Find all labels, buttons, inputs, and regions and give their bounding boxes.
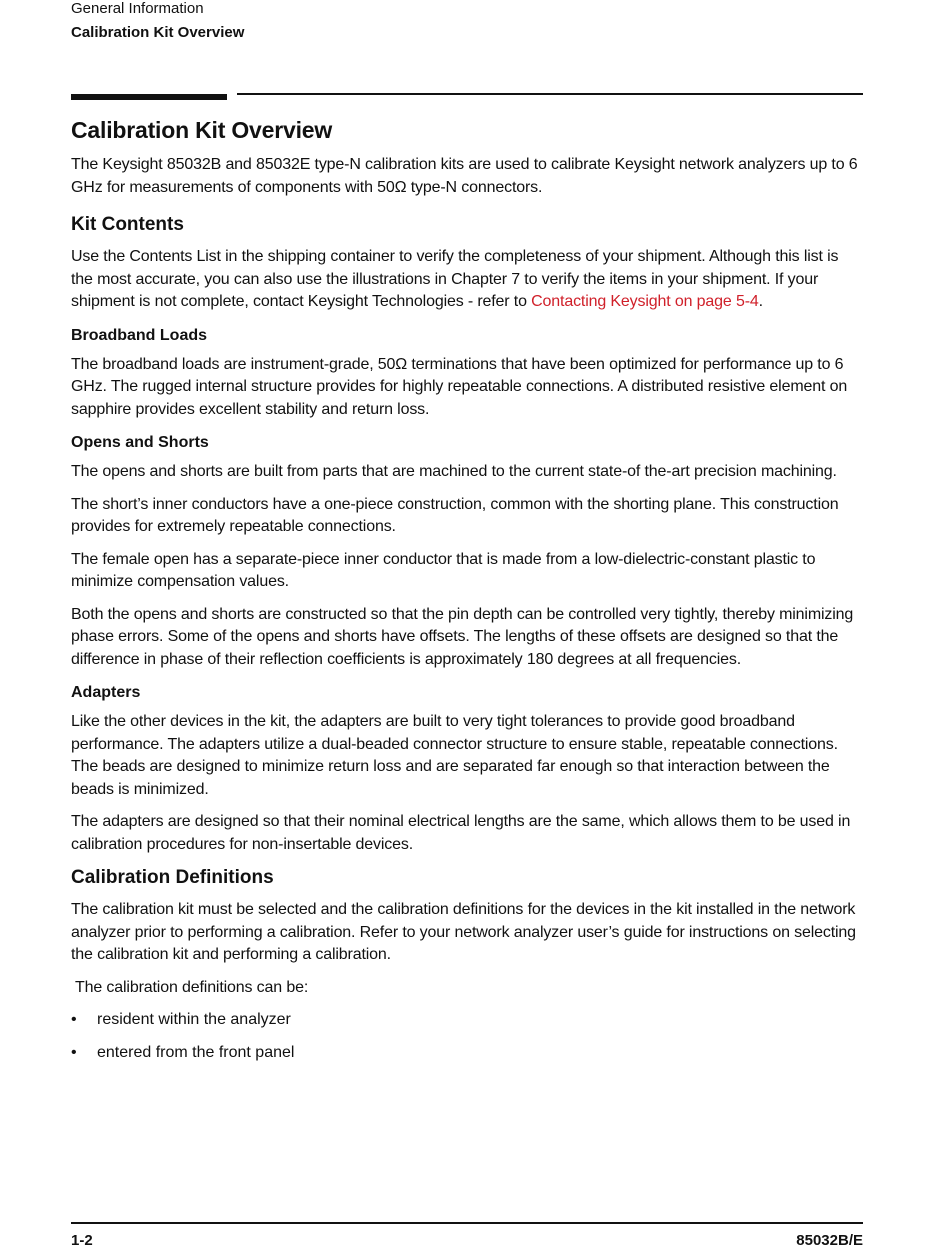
model-number: 85032B/E	[796, 1232, 863, 1249]
header-rule-thick	[71, 94, 227, 100]
calibration-definitions-lead: The calibration definitions can be:	[75, 978, 309, 996]
page-title: Calibration Kit Overview	[71, 117, 333, 143]
bullet-marker: •	[71, 1044, 77, 1061]
opens-shorts-paragraph: The opens and shorts are built from parts that are machined to the current state-of the-art precision machining.	[71, 463, 837, 480]
list-item	[71, 1042, 863, 1064]
bullet-marker: •	[71, 1011, 77, 1028]
page-content	[71, 116, 863, 1075]
adapters-heading: Adapters	[71, 684, 141, 701]
list-item	[71, 1009, 863, 1031]
footer-rule	[71, 1222, 863, 1224]
adapters-paragraph: The adapters are designed so that their nominal electrical lengths are the same, which allows them to be used in calibration procedures for non-insertable devices.	[71, 813, 851, 853]
list-item-text: resident within the analyzer	[97, 1011, 291, 1028]
header-rule-thin	[237, 93, 863, 95]
adapters-paragraph: Like the other devices in the kit, the adapters are built to very tight tolerances to provide good broadband performance. The adapters utilize a dual-beaded connector structure to ensure stable, repeatable connections. The beads are designed to minimize return loss and are separated far enough so that interaction between the beads is minimized.	[71, 713, 838, 798]
kit-contents-text: Use the Contents List in the shipping container to verify the completeness of your shipment. Although this list is the most accurate, you can also use the illustrations in Chapter 7 to verify the items in your shipment. If your shipment is not complete, contact Keysight Technologies - refer to	[71, 248, 839, 310]
page-number: 1-2	[71, 1232, 93, 1249]
opens-shorts-paragraph: The short’s inner conductors have a one-piece construction, common with the shorting plane. This construction provides for extremely repeatable connections.	[71, 495, 839, 535]
list-item-text: entered from the front panel	[97, 1044, 295, 1061]
running-header	[71, 0, 244, 42]
header-section: General Information	[71, 0, 204, 17]
kit-contents-text-end: .	[758, 293, 763, 310]
kit-contents-heading: Kit Contents	[71, 214, 184, 235]
opens-shorts-heading: Opens and Shorts	[71, 434, 209, 451]
calibration-definitions-paragraph: The calibration kit must be selected and the calibration definitions for the devices in the kit installed in the network analyzer prior to performing a calibration. Refer to your network analyzer user’s guide for instructions on selecting the calibration kit and performing a calibration.	[71, 901, 856, 963]
opens-shorts-paragraph: The female open has a separate-piece inner conductor that is made from a low-dielectric-constant plastic to minimize compensation values.	[71, 550, 816, 590]
broadband-loads-heading: Broadband Loads	[71, 326, 208, 344]
contacting-keysight-link[interactable]: Contacting Keysight on page 5-4	[531, 293, 759, 310]
broadband-loads-paragraph: The broadband loads are instrument-grade, 50Ω terminations that have been optimized for performance up to 6 GHz. The rugged internal structure provides for highly repeatable connections. A distributed resistive element on sapphire provides excellent stability and return loss.	[71, 355, 848, 418]
intro-paragraph: The Keysight 85032B and 85032E type-N calibration kits are used to calibrate Keysight network analyzers up to 6 GHz for measurements of components with 50Ω type-N connectors.	[71, 156, 858, 196]
kit-contents-paragraph	[71, 246, 863, 314]
calibration-definitions-heading: Calibration Definitions	[71, 867, 274, 888]
opens-shorts-paragraph: Both the opens and shorts are constructed so that the pin depth can be controlled very tightly, thereby minimizing phase errors. Some of the opens and shorts have offsets. The lengths of these offsets are designed so that the difference in phase of their reflection coefficients is approximately 180 degrees at all frequencies.	[71, 605, 854, 668]
calibration-definitions-list	[71, 1009, 863, 1064]
header-title: Calibration Kit Overview	[71, 24, 245, 41]
